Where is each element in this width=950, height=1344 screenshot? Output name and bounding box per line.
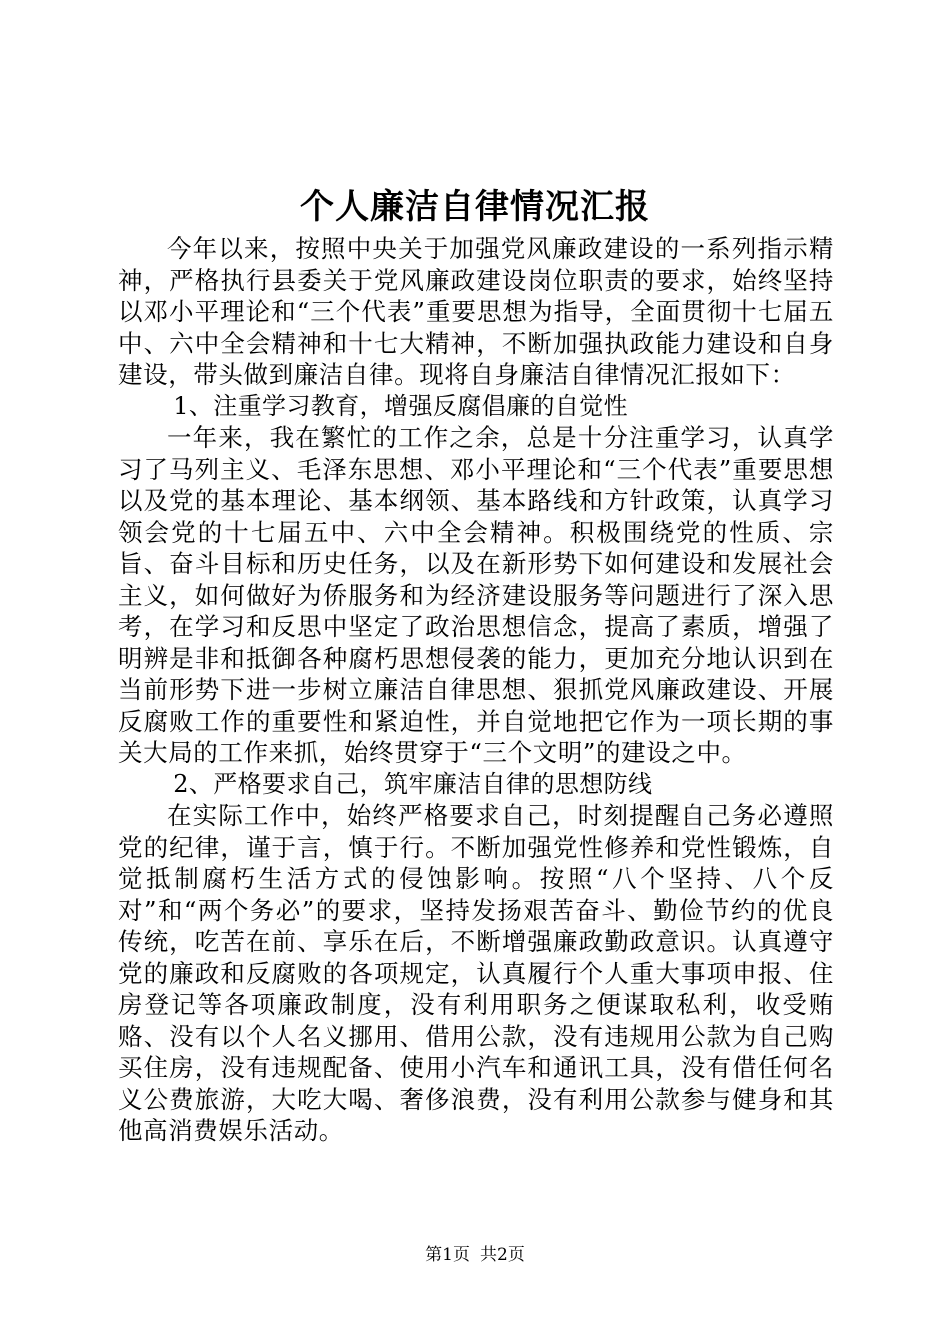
page-footer xyxy=(0,1244,950,1266)
section-heading-1: 1、注重学习教育，增强反腐倡廉的自觉性 xyxy=(173,391,629,420)
page-total: 共2页 xyxy=(480,1245,525,1265)
section-heading-2: 2、严格要求自己，筑牢廉洁自律的思想防线 xyxy=(173,769,653,798)
section-1-paragraph: 一年来，我在繁忙的工作之余，总是十分注重学习，认真学习了马列主义、毛泽东思想、邓小平理论和“三个代表”重要思想以及党的基本理论、基本纲领、基本路线和方针政策，认真学习领会党的十七届五中、六中全会精神。积极围绕党的性质、宗旨、奋斗目标和历史任务，以及在新形势下如何建设和发展社会主义，如何做好为侨服务和为经济建设服务等问题进行了深入思考，在学习和反思中坚定了政治思想信念，提高了素质，增强了明辨是非和抵御各种腐朽思想侵袭的能力，更加充分地认识到在当前形势下进一步树立廉洁自律思想、狠抓党风廉政建设、开展反腐败工作的重要性和紧迫性，并自觉地把它作为一项长期的事关大局的工作来抓，始终贯穿于“三个文明”的建设之中。 xyxy=(118,423,834,767)
intro-paragraph: 今年以来，按照中央关于加强党风廉政建设的一系列指示精神，严格执行县委关于党风廉政建设岗位职责的要求，始终坚持以邓小平理论和“三个代表”重要思想为指导，全面贯彻十七届五中、六中全会精神和十七大精神，不断加强执政能力建设和自身建设，带头做到廉洁自律。现将自身廉洁自律情况汇报如下： xyxy=(118,234,834,389)
document-title: 个人廉洁自律情况汇报 xyxy=(300,187,650,227)
page-number: 第1页 xyxy=(425,1245,470,1265)
document-body xyxy=(118,233,834,1147)
section-2-paragraph: 在实际工作中，始终严格要求自己，时刻提醒自己务必遵照党的纪律，谨于言，慎于行。不断加强党性修养和党性锻炼，自觉抵制腐朽生活方式的侵蚀影响。按照“八个坚持、八个反对”和“两个务必”的要求，坚持发扬艰苦奋斗、勤俭节约的优良传统，吃苦在前、享乐在后，不断增强廉政勤政意识。认真遵守党的廉政和反腐败的各项规定，认真履行个人重大事项申报、住房登记等各项廉政制度，没有利用职务之便谋取私利，收受贿赂、没有以个人名义挪用、借用公款，没有违规用公款为自己购买住房，没有违规配备、使用小汽车和通讯工具，没有借任何名义公费旅游，大吃大喝、奢侈浪费，没有利用公款参与健身和其他高消费娱乐活动。 xyxy=(118,801,834,1145)
